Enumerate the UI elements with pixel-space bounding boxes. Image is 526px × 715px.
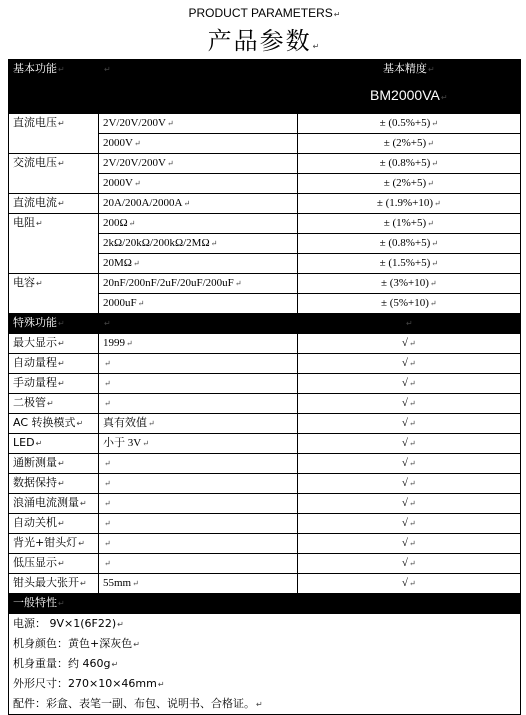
general-line-text: 配件：彩盒、表笔一副、布包、说明书、合格证。 (13, 697, 255, 710)
paragraph-mark: ↵ (427, 179, 434, 188)
cell-text: ± (1.9%+10) (376, 197, 434, 209)
cell-text: 基本功能 (13, 62, 57, 75)
spec-range (98, 294, 297, 314)
paragraph-mark: ↵ (431, 239, 438, 248)
model-blank (9, 80, 298, 114)
paragraph-mark: ↵ (103, 359, 111, 368)
feature-row (9, 394, 521, 414)
cell-text: 基本精度 (382, 62, 427, 75)
general-line (13, 654, 516, 674)
spec-range (98, 134, 297, 154)
feature-row (9, 534, 521, 554)
spec-range (98, 194, 297, 214)
feature-name (9, 474, 99, 494)
feature-value (98, 394, 297, 414)
feature-name (9, 374, 99, 394)
cell-text: 55mm (102, 577, 132, 589)
general-line (13, 614, 516, 634)
paragraph-mark: ↵ (137, 299, 145, 308)
check-mark: √ (401, 557, 408, 569)
paragraph-mark: ↵ (36, 279, 43, 288)
feature-check (297, 414, 520, 434)
check-mark: √ (401, 357, 408, 369)
spec-range (98, 114, 297, 134)
paragraph-mark: ↵ (103, 519, 111, 528)
paragraph-mark: ↵ (434, 199, 441, 208)
cell-text: 2V/20V/200V (102, 117, 166, 129)
check-mark: √ (401, 337, 408, 349)
feature-value (98, 434, 297, 454)
spec-accuracy (297, 234, 520, 254)
cell-text: 2000V (102, 137, 133, 149)
paragraph-mark: ↵ (429, 299, 437, 308)
feature-name (9, 494, 99, 514)
general-content (9, 614, 521, 715)
spec-range (98, 254, 297, 274)
feature-check (297, 494, 520, 514)
paragraph-mark: ↵ (111, 660, 119, 669)
check-mark: √ (401, 457, 408, 469)
cell-text: 手动量程 (13, 376, 57, 389)
document-page (8, 3, 521, 715)
paragraph-mark: ↵ (183, 199, 191, 208)
cell-text: 2kΩ/20kΩ/200kΩ/2MΩ (102, 237, 210, 249)
cell-text: 钳头最大张开 (13, 576, 79, 589)
paragraph-mark: ↵ (47, 399, 54, 408)
paragraph-mark: ↵ (36, 219, 43, 228)
spec-accuracy (297, 154, 520, 174)
spec-accuracy (297, 174, 520, 194)
paragraph-mark: ↵ (408, 379, 416, 388)
paragraph-mark: ↵ (35, 439, 43, 448)
special-header-row (9, 314, 521, 334)
general-content-row (9, 614, 521, 715)
feature-name (9, 354, 99, 374)
spec-row (9, 194, 521, 214)
paragraph-mark: ↵ (58, 319, 65, 328)
feature-row (9, 474, 521, 494)
paragraph-mark: ↵ (431, 119, 438, 128)
feature-row (9, 354, 521, 374)
paragraph-mark: ↵ (427, 65, 435, 74)
paragraph-mark: ↵ (408, 439, 416, 448)
feature-check (297, 454, 520, 474)
general-header-row (9, 594, 521, 614)
paragraph-mark: ↵ (103, 379, 111, 388)
general-line-text: 外形尺寸：270×10×46mm (13, 677, 157, 690)
feature-value (98, 494, 297, 514)
general-line (13, 694, 516, 714)
paragraph-mark: ↵ (80, 579, 87, 588)
english-title (8, 3, 521, 23)
cell-text: ± (1.5%+5) (379, 257, 431, 269)
general-label (9, 594, 521, 614)
cell-text: 背光+钳头灯 (13, 536, 78, 549)
paragraph-mark: ↵ (58, 119, 65, 128)
general-line-text: 机身重量：约 460g (13, 657, 111, 670)
check-mark: √ (401, 377, 408, 389)
paragraph-mark: ↵ (408, 479, 416, 488)
feature-value (98, 554, 297, 574)
cell-text: 真有效值 (102, 417, 147, 429)
check-mark: √ (401, 577, 408, 589)
feature-check (297, 534, 520, 554)
feature-name (9, 454, 99, 474)
feature-name (9, 434, 99, 454)
feature-check (297, 514, 520, 534)
check-mark: √ (401, 537, 408, 549)
paragraph-mark: ↵ (78, 539, 85, 548)
spec-row (9, 154, 521, 174)
basic-accuracy-label (297, 60, 520, 80)
spec-name (9, 154, 99, 194)
right-edge (522, 0, 526, 705)
cell-text: 浪涌电流测量 (13, 496, 79, 509)
paragraph-mark: ↵ (427, 139, 434, 148)
paragraph-mark: ↵ (58, 379, 65, 388)
paragraph-mark: ↵ (58, 339, 65, 348)
cell-text: 通断测量 (13, 456, 57, 469)
cell-text: 一般特性 (13, 596, 57, 609)
cell-text: 20nF/200nF/2uF/20uF/200uF (102, 277, 234, 289)
paragraph-mark: ↵ (408, 419, 416, 428)
feature-check (297, 354, 520, 374)
paragraph-mark: ↵ (58, 359, 65, 368)
cell-text: 2000uF (102, 297, 137, 309)
general-line-text: 机身颜色：黄色+深灰色 (13, 637, 133, 650)
cell-text: ± (2%+5) (383, 177, 427, 189)
spec-range (98, 234, 297, 254)
feature-row (9, 434, 521, 454)
paragraph-mark: ↵ (427, 219, 434, 228)
parameters-table (8, 59, 521, 715)
spec-name (9, 214, 99, 274)
cell-text: ± (5%+10) (380, 297, 429, 309)
paragraph-mark: ↵ (58, 159, 65, 168)
paragraph-mark: ↵ (76, 419, 84, 428)
general-line (13, 634, 516, 654)
paragraph-mark: ↵ (408, 359, 416, 368)
feature-row (9, 574, 521, 594)
feature-row (9, 454, 521, 474)
spec-accuracy (297, 294, 520, 314)
feature-value (98, 334, 297, 354)
paragraph-mark: ↵ (58, 559, 65, 568)
paragraph-mark: ↵ (408, 559, 416, 568)
cell-text: 特殊功能 (13, 316, 57, 329)
paragraph-mark: ↵ (58, 519, 65, 528)
model-name (297, 80, 520, 114)
cell-text: 电阻 (13, 216, 35, 229)
feature-check (297, 394, 520, 414)
feature-name (9, 334, 99, 354)
cell-text: 交流电压 (13, 156, 57, 169)
cell-text: 2V/20V/200V (102, 157, 166, 169)
paragraph-mark: ↵ (133, 179, 141, 188)
paragraph-mark: ↵ (408, 399, 416, 408)
feature-name (9, 514, 99, 534)
paragraph-mark: ↵ (58, 65, 65, 74)
cell-text: 2000V (102, 177, 133, 189)
feature-value (98, 514, 297, 534)
paragraph-mark: ↵ (125, 339, 133, 348)
model-row (9, 80, 521, 114)
feature-row (9, 494, 521, 514)
basic-header-row (9, 60, 521, 80)
paragraph-mark: ↵ (408, 579, 416, 588)
feature-name (9, 394, 99, 414)
paragraph-mark: ↵ (117, 620, 124, 629)
feature-name (9, 534, 99, 554)
paragraph-mark: ↵ (408, 339, 416, 348)
paragraph-mark: ↵ (408, 519, 416, 528)
cell-text: 小于 3V (102, 437, 142, 449)
paragraph-mark: ↵ (333, 10, 341, 19)
feature-name (9, 414, 99, 434)
paragraph-mark: ↵ (431, 159, 438, 168)
spec-name (9, 194, 99, 214)
spec-accuracy (297, 194, 520, 214)
cell-text: 最大显示 (13, 336, 57, 349)
spec-accuracy (297, 214, 520, 234)
paragraph-mark: ↵ (103, 539, 111, 548)
cell-text: 直流电流 (13, 196, 57, 209)
feature-value (98, 374, 297, 394)
paragraph-mark: ↵ (147, 419, 155, 428)
spec-name (9, 114, 99, 154)
paragraph-mark: ↵ (103, 459, 111, 468)
check-mark: √ (401, 437, 408, 449)
feature-row (9, 334, 521, 354)
special-function-label (9, 314, 99, 334)
cell-text: LED (13, 436, 35, 449)
spec-row (9, 214, 521, 234)
paragraph-mark: ↵ (58, 199, 65, 208)
cell-text: BM2000VA (370, 87, 440, 103)
spec-row (9, 114, 521, 134)
paragraph-mark: ↵ (58, 459, 65, 468)
paragraph-mark: ↵ (133, 640, 140, 649)
paragraph-mark: ↵ (312, 42, 322, 51)
paragraph-mark: ↵ (408, 539, 416, 548)
spec-accuracy (297, 274, 520, 294)
check-mark: √ (401, 517, 408, 529)
cell-text: ± (0.8%+5) (379, 157, 431, 169)
cell-text: ± (3%+10) (380, 277, 429, 289)
feature-check (297, 554, 520, 574)
special-header-blank (98, 314, 297, 334)
paragraph-mark: ↵ (234, 279, 242, 288)
paragraph-mark: ↵ (103, 559, 111, 568)
spec-range (98, 214, 297, 234)
feature-row (9, 414, 521, 434)
paragraph-mark: ↵ (408, 459, 416, 468)
check-mark: √ (401, 397, 408, 409)
check-mark: √ (401, 417, 408, 429)
paragraph-mark: ↵ (58, 599, 65, 608)
spec-name (9, 274, 99, 314)
feature-name (9, 554, 99, 574)
cell-text: ± (0.8%+5) (379, 237, 431, 249)
spec-accuracy (297, 254, 520, 274)
special-header-blank (297, 314, 520, 334)
paragraph-mark: ↵ (103, 479, 111, 488)
check-mark: √ (401, 497, 408, 509)
paragraph-mark: ↵ (103, 319, 111, 328)
feature-check (297, 434, 520, 454)
cell-text: 200Ω (102, 217, 128, 229)
chinese-title (8, 23, 521, 59)
cell-text: 数据保持 (13, 476, 57, 489)
paragraph-mark: ↵ (103, 65, 111, 74)
cell-text: 直流电压 (13, 116, 57, 129)
spec-row (9, 274, 521, 294)
cell-text: 20A/200A/2000A (102, 197, 183, 209)
paragraph-mark: ↵ (440, 93, 448, 102)
paragraph-mark: ↵ (166, 119, 174, 128)
feature-check (297, 334, 520, 354)
paragraph-mark: ↵ (133, 139, 141, 148)
feature-value (98, 474, 297, 494)
paragraph-mark: ↵ (128, 219, 136, 228)
feature-name (9, 574, 99, 594)
cell-text: AC 转换模式 (13, 416, 76, 429)
cell-text: ± (0.5%+5) (379, 117, 431, 129)
cell-text: ± (1%+5) (383, 217, 427, 229)
basic-function-label (9, 60, 99, 80)
paragraph-mark: ↵ (157, 680, 165, 689)
cell-text: 二极管 (13, 396, 46, 409)
feature-value (98, 354, 297, 374)
feature-row (9, 374, 521, 394)
chinese-title-text: 产品参数 (207, 27, 312, 55)
paragraph-mark: ↵ (256, 700, 263, 709)
spec-accuracy (297, 114, 520, 134)
spec-range (98, 174, 297, 194)
paragraph-mark: ↵ (210, 239, 218, 248)
general-line-text: 电源： 9V×1(6F22) (13, 617, 117, 630)
paragraph-mark: ↵ (166, 159, 174, 168)
feature-value (98, 574, 297, 594)
paragraph-mark: ↵ (405, 319, 413, 328)
paragraph-mark: ↵ (132, 579, 139, 588)
cell-text: 低压显示 (13, 556, 57, 569)
spec-accuracy (297, 134, 520, 154)
feature-check (297, 374, 520, 394)
feature-check (297, 474, 520, 494)
cell-text: 20MΩ (102, 257, 132, 269)
feature-row (9, 514, 521, 534)
cell-text: 1999 (102, 337, 125, 349)
basic-header-blank (98, 60, 297, 80)
cell-text: 自动关机 (13, 516, 57, 529)
feature-row (9, 554, 521, 574)
feature-value (98, 414, 297, 434)
feature-check (297, 574, 520, 594)
paragraph-mark: ↵ (58, 479, 65, 488)
paragraph-mark: ↵ (142, 439, 149, 448)
cell-text: ± (2%+5) (383, 137, 427, 149)
general-line (13, 674, 516, 694)
english-title-text: PRODUCT PARAMETERS (188, 6, 333, 20)
spec-range (98, 274, 297, 294)
spec-range (98, 154, 297, 174)
feature-value (98, 534, 297, 554)
feature-value (98, 454, 297, 474)
paragraph-mark: ↵ (408, 499, 416, 508)
cell-text: 电容 (13, 276, 35, 289)
paragraph-mark: ↵ (103, 499, 111, 508)
check-mark: √ (401, 477, 408, 489)
paragraph-mark: ↵ (103, 399, 111, 408)
paragraph-mark: ↵ (431, 259, 438, 268)
paragraph-mark: ↵ (132, 259, 140, 268)
cell-text: 自动量程 (13, 356, 57, 369)
paragraph-mark: ↵ (80, 499, 87, 508)
paragraph-mark: ↵ (429, 279, 437, 288)
